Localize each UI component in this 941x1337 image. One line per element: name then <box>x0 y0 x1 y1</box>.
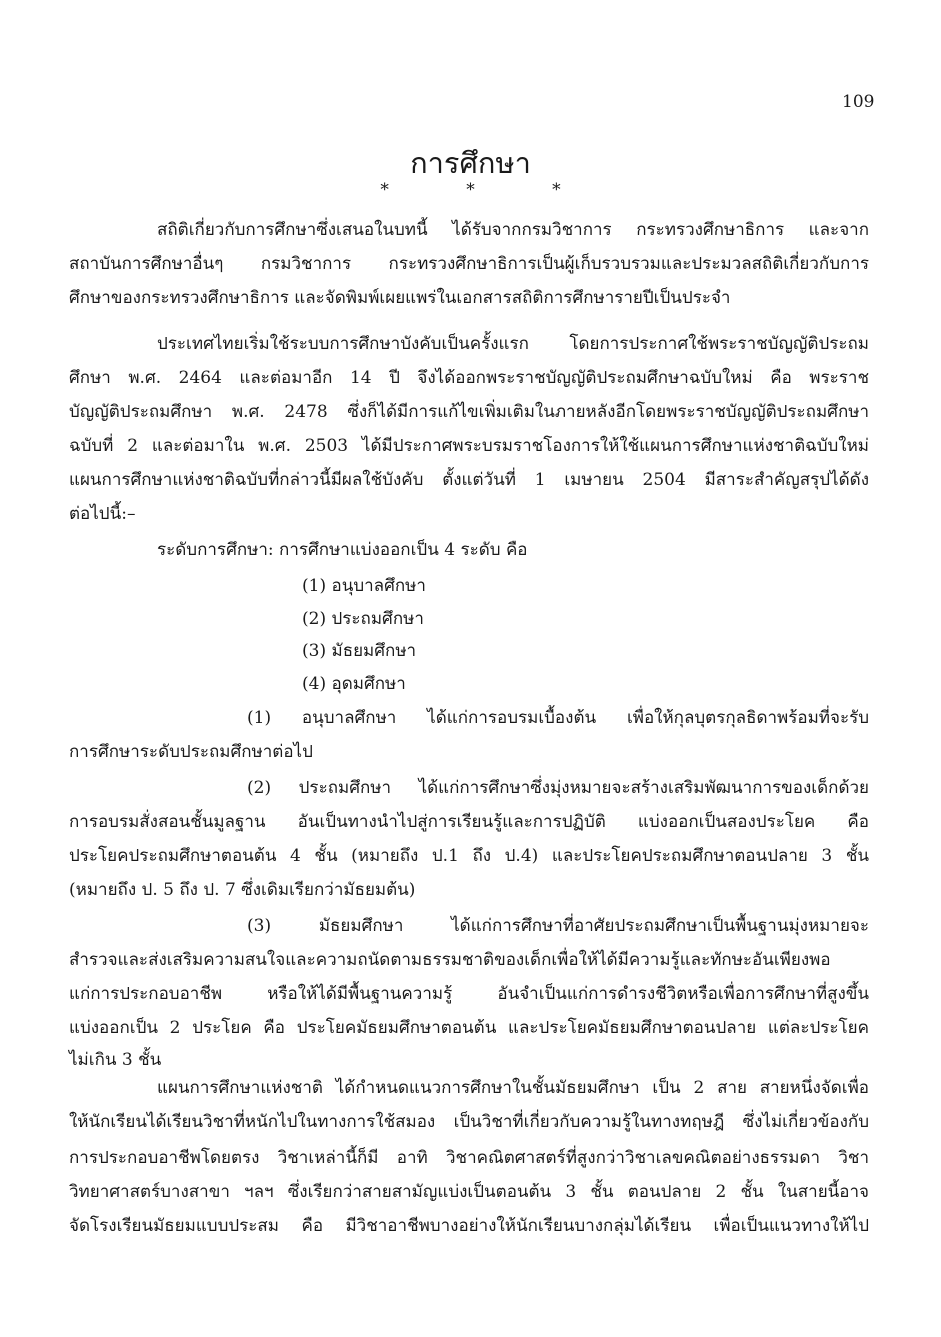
level-list-item: (1) อนุบาลศึกษา <box>302 576 426 596</box>
paragraph-line: การอบรมสั่งสอนชั้นมูลฐาน อันเป็นทางนำไปสู่การเรียนรู้และการปฏิบัติ แบ่งออกเป็นสองประโยค คือ <box>69 812 869 832</box>
page-number: 109 <box>842 92 875 112</box>
paragraph-line: ต่อไปนี้:– <box>69 504 136 524</box>
paragraph-line: สำรวจและส่งเสริมความสนใจและความถนัดตามธรรมชาติของเด็กเพื่อให้ได้มีความรู้และทักษะอันเพียงพอ <box>69 950 831 970</box>
paragraph-line: ศึกษาของกระทรวงศึกษาธิการ และจัดพิมพ์เผยแพร่ในเอกสารสถิติการศึกษารายปีเป็นประจำ <box>69 288 731 308</box>
paragraph-line: ฉบับที่ 2 และต่อมาใน พ.ศ. 2503 ได้มีประกาศพระบรมราชโองการให้ใช้แผนการศึกษาแห่งชาติฉบับใหม่ <box>69 436 869 456</box>
paragraph-line: (3) มัธยมศึกษา ได้แก่การศึกษาที่อาศัยประถมศึกษาเป็นพื้นฐานมุ่งหมายจะ <box>247 916 869 936</box>
paragraph-line: ไม่เกิน 3 ชั้น <box>69 1050 162 1070</box>
paragraph-line: (1) อนุบาลศึกษา ได้แก่การอบรมเบื้องต้น เพื่อให้กุลบุตรกุลธิดาพร้อมที่จะรับ <box>247 708 869 728</box>
paragraph-line: วิทยาศาสตร์บางสาขา ฯลฯ ซึ่งเรียกว่าสายสามัญแบ่งเป็นตอนต้น 3 ชั้น ตอนปลาย 2 ชั้น ในสายนี้อาจ <box>69 1182 869 1202</box>
paragraph-line: สถิติเกี่ยวกับการศึกษาซึ่งเสนอในบทนี้ ได้รับจากกรมวิชาการ กระทรวงศึกษาธิการ และจาก <box>157 220 869 240</box>
level-list-item: (3) มัธยมศึกษา <box>302 641 417 661</box>
paragraph-line: (หมายถึง ป. 5 ถึง ป. 7 ซึ่งเดิมเรียกว่ามัธยมต้น) <box>69 880 416 900</box>
paragraph-line: แผนการศึกษาแห่งชาติ ได้กำหนดแนวการศึกษาในชั้นมัธยมศึกษา เป็น 2 สาย สายหนึ่งจัดเพื่อ <box>157 1078 869 1098</box>
section-separator: * * * <box>380 180 597 200</box>
paragraph-line: (2) ประถมศึกษา ได้แก่การศึกษาซึ่งมุ่งหมายจะสร้างเสริมพัฒนาการของเด็กด้วย <box>247 778 869 798</box>
page-title: การศึกษา <box>410 146 531 180</box>
paragraph-line: ประโยคประถมศึกษาตอนต้น 4 ชั้น (หมายถึง ป.1 ถึง ป.4) และประโยคประถมศึกษาตอนปลาย 3 ชั้น <box>69 846 869 866</box>
paragraph-line: ประเทศไทยเริ่มใช้ระบบการศึกษาบังคับเป็นครั้งแรก โดยการประกาศใช้พระราชบัญญัติประถม <box>157 334 869 354</box>
levels-heading: ระดับการศึกษา: การศึกษาแบ่งออกเป็น 4 ระดับ คือ <box>157 540 528 560</box>
paragraph-line: ศึกษา พ.ศ. 2464 และต่อมาอีก 14 ปี จึงได้ออกพระราชบัญญัติประถมศึกษาฉบับใหม่ คือ พระราช <box>69 368 869 388</box>
paragraph-line: แก่การประกอบอาชีพ หรือให้ได้มีพื้นฐานความรู้ อันจำเป็นแก่การดำรงชีวิตหรือเพื่อการศึกษาที่สูงขึ้น <box>69 984 869 1004</box>
paragraph-line: แผนการศึกษาแห่งชาติฉบับที่กล่าวนี้มีผลใช้บังคับ ตั้งแต่วันที่ 1 เมษายน 2504 มีสาระสำคัญสรุปได้ดัง <box>69 470 869 490</box>
paragraph-line: การประกอบอาชีพโดยตรง วิชาเหล่านี้ก็มี อาทิ วิชาคณิตศาสตร์ที่สูงกว่าวิชาเลขคณิตอย่างธรรมดา วิชา <box>69 1148 869 1168</box>
paragraph-line: ให้นักเรียนได้เรียนวิชาที่หนักไปในทางการใช้สมอง เป็นวิชาที่เกี่ยวกับความรู้ในทางทฤษฎี ซึ่งไม่เกี่ยวข้องกับ <box>69 1112 869 1132</box>
paragraph-line: จัดโรงเรียนมัธยมแบบประสม คือ มีวิชาอาชีพบางอย่างให้นักเรียนบางกลุ่มได้เรียน เพื่อเป็นแนวทางให้ไป <box>69 1216 869 1236</box>
level-list-item: (4) อุดมศึกษา <box>302 674 406 694</box>
paragraph-line: สถาบันการศึกษาอื่นๆ กรมวิชาการ กระทรวงศึกษาธิการเป็นผู้เก็บรวบรวมและประมวลสถิติเกี่ยวกับการ <box>69 254 869 274</box>
level-list-item: (2) ประถมศึกษา <box>302 609 424 629</box>
paragraph-line: แบ่งออกเป็น 2 ประโยค คือ ประโยคมัธยมศึกษาตอนต้น และประโยคมัธยมศึกษาตอนปลาย แต่ละประโยค <box>69 1018 869 1038</box>
paragraph-line: การศึกษาระดับประถมศึกษาต่อไป <box>69 742 313 762</box>
paragraph-line: บัญญัติประถมศึกษา พ.ศ. 2478 ซึ่งก็ได้มีการแก้ไขเพิ่มเติมในภายหลังอีกโดยพระราชบัญญัติประถมศึกษา <box>69 402 869 422</box>
